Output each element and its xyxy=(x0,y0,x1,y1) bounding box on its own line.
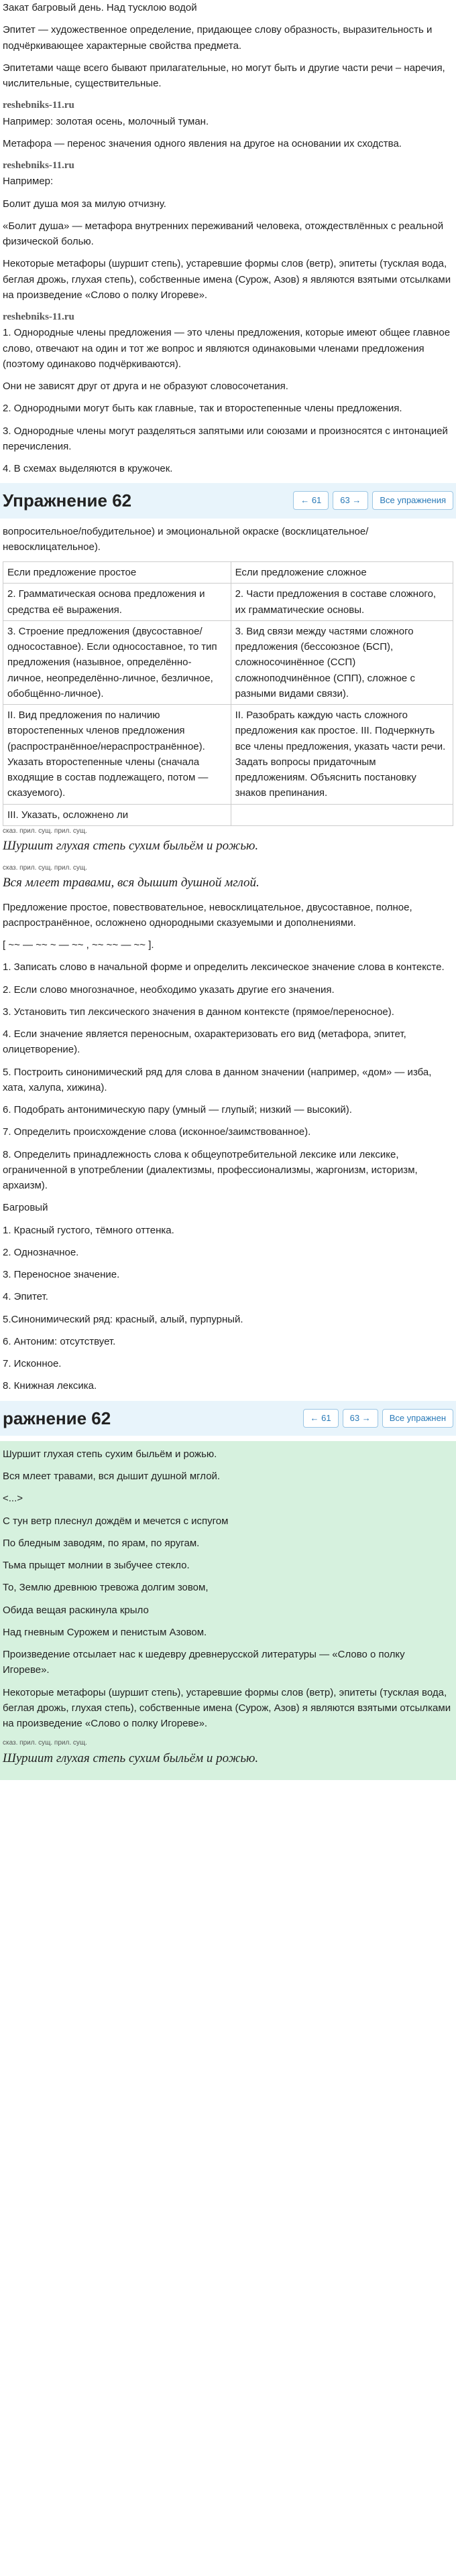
text-line: 8. Книжная лексика. xyxy=(3,1380,97,1392)
table-intro: вопросительное/побудительное) и эмоциональной окраске (восклицательное/невосклицательное). xyxy=(3,525,369,553)
exercise-nav-2 xyxy=(0,1401,456,1436)
poem-line: <...> xyxy=(3,1493,23,1505)
table-cell: 3. Строение предложения (двусоставное/односоставное). Если односоставное, то тип предложения (назывное, определённо-личное, неопределённо-личное, безличное, обобщённо-личное). xyxy=(3,620,231,704)
table-cell: 2. Грамматическая основа предложения и средства её выражения. xyxy=(3,584,231,621)
text-line: 2. Однородными могут быть как главные, так и второстепенные члены предложения. xyxy=(3,403,402,415)
sentence-parsed: Шуршит глухая степь сухим быльём и рожью. xyxy=(3,839,259,854)
text-line: Произведение отсылает нас к шедевру древнерусской литературы — «Слово о полку Игореве». xyxy=(3,1649,405,1676)
watermark: reshebniks-11.ru xyxy=(3,160,74,171)
exercise-title: Упражнение 62 xyxy=(3,490,132,511)
text-line: Болит душа моя за милую отчизну. xyxy=(3,198,166,210)
text-line: Эпитетами чаще всего бывают прилагательные, но могут быть и другие части речи – наречия, числительные, существительные. xyxy=(3,62,445,89)
text-line: 7. Определить происхождение слова (исконное/заимствованное). xyxy=(3,1126,311,1138)
text-line: 7. Исконное. xyxy=(3,1358,62,1370)
text-line: 1. Записать слово в начальной форме и определить лексическое значение слова в контексте. xyxy=(3,961,445,973)
text-line: Эпитет — художественное определение, придающее слову образность, выразительность и подчёркивающее характерные свойства предмета. xyxy=(3,24,433,52)
watermark: reshebniks-11.ru xyxy=(3,312,74,322)
text-line: 3. Однородные члены могут разделяться запятыми или союзами и произносятся с интонацией перечисления. xyxy=(3,425,448,452)
watermark: reshebniks-11.ru xyxy=(3,100,74,111)
text-line: Предложение простое, повествовательное, невосклицательное, двусоставное, полное, распространённое, осложнено однородными сказуемыми и дополнениями. xyxy=(3,901,412,929)
analysis-table xyxy=(3,561,453,826)
exercise-nav xyxy=(0,483,456,518)
table-cell: II. Вид предложения по наличию второстепенных членов предложения (распространённое/нераспространённое). Указать второстепенные члены (сначала входящие в состав подлежащего, потом — сказуемого). xyxy=(3,705,231,805)
sentence-parsed: Шуршит глухая степь сухим быльём и рожью. xyxy=(3,1751,259,1765)
poem-line: С тун ветр плеснул дождём и мечется с испугом xyxy=(3,1515,229,1527)
text-line: Например: золотая осень, молочный туман. xyxy=(3,115,209,127)
text-line: Закат багровый день. Над тусклою водой xyxy=(3,2,197,13)
table-cell: II. Разобрать каждую часть сложного предложения как простое. III. Подчеркнуть все члены предложения, указать части речи. Задать вопросы придаточным предложениям. Объяснить постановку знаков препинания. xyxy=(231,705,453,805)
text-line: 6. Подобрать антонимическую пару (умный — глупый; низкий — высокий). xyxy=(3,1104,352,1116)
text-line: Например: xyxy=(3,176,54,188)
text-line: 1. Красный густого, тёмного оттенка. xyxy=(3,1224,174,1236)
table-cell: 3. Вид связи между частями сложного предложения (бессоюзное (БСП), сложносочинённое (ССП) сложноподчинённое (СПП), сложное с разными видами связи). xyxy=(231,620,453,704)
text-line: 3. Переносное значение. xyxy=(3,1269,120,1281)
poem-line: Обида вещая раскинула крыло xyxy=(3,1604,149,1616)
text-line: 4. Эпитет. xyxy=(3,1291,48,1303)
prev-exercise-button[interactable]: ← 61 xyxy=(303,1409,339,1428)
text-line: 4. Если значение является переносным, охарактеризовать его вид (метафора, эпитет, олицетворение). xyxy=(3,1028,406,1056)
text-line: 3. Установить тип лексического значения в данном контексте (прямое/переносное). xyxy=(3,1006,394,1018)
text-line: Метафора — перенос значения одного явления на другое на основании их сходства. xyxy=(3,137,402,149)
next-label: 63 xyxy=(349,1412,360,1423)
table-cell: 2. Части предложения в составе сложного, их грамматические основы. xyxy=(231,584,453,621)
text-line: 4. В схемах выделяются в кружочек. xyxy=(3,463,173,474)
next-label: 63 xyxy=(340,495,350,506)
prev-exercise-button[interactable]: ← 61 xyxy=(293,491,329,510)
prev-label: 61 xyxy=(321,1412,331,1423)
poem-line: Тьма прыщет молнии в зыбучее стекло. xyxy=(3,1560,190,1572)
table-header: Если предложение простое xyxy=(3,562,231,584)
next-exercise-button[interactable]: 63 → xyxy=(343,1409,378,1428)
text-line: 2. Если слово многозначное, необходимо указать другие его значения. xyxy=(3,984,335,996)
poem-line: Шуршит глухая степь сухим быльём и рожью. xyxy=(3,1448,217,1460)
text-line: 6. Антоним: отсутствует. xyxy=(3,1335,116,1347)
text-line: Они не зависят друг от друга и не образуют словосочетания. xyxy=(3,381,288,392)
text-line: Некоторые метафоры (шуршит степь), устаревшие формы слов (ветр), эпитеты (тусклая вода, беглая дрожь, глухая степь), собственные имена (Сурож, Азов) я являются взятыми отсылками на произведение «Слово о полку Игореве». xyxy=(3,1686,451,1730)
poem-section xyxy=(0,1441,456,1780)
parse-labels: сказ. прил. сущ. прил. сущ. xyxy=(3,827,87,835)
parse-labels: сказ. прил. сущ. прил. сущ. xyxy=(3,864,87,872)
parse-labels: сказ. прил. сущ. прил. сущ. xyxy=(3,1739,87,1747)
all-exercises-button[interactable]: Все упражнен xyxy=(382,1409,453,1428)
poem-line: По бледным заводям, по ярам, по яругам. xyxy=(3,1537,200,1549)
text-line: Некоторые метафоры (шуршит степь), устаревшие формы слов (ветр), эпитеты (тусклая вода, беглая дрожь, глухая степь), собственные имена (Сурож, Азов) я являются взятыми отсылками на произведение «Слово о полку Игореве». xyxy=(3,258,451,301)
all-exercises-button[interactable]: Все упражнения xyxy=(372,491,453,510)
text-line: «Болит душа» — метафора внутренних переживаний человека, отождествлённых с реальной физической болью. xyxy=(3,220,444,247)
text-line: 8. Определить принадлежность слова к общеупотребительной лексике или лексике, ограниченной в употреблении (диалектизмы, профессионализмы, жаргонизм, историзм, архаизм). xyxy=(3,1148,418,1192)
prev-label: 61 xyxy=(311,495,322,506)
table-cell xyxy=(231,804,453,825)
top-section xyxy=(0,0,456,476)
exercise-title: ражнение 62 xyxy=(3,1408,111,1428)
next-exercise-button[interactable]: 63 → xyxy=(333,491,368,510)
table-header: Если предложение сложное xyxy=(231,562,453,584)
sentence-parsed: Вся млеет травами, вся дышит душной мглой. xyxy=(3,876,260,890)
table-section xyxy=(0,524,456,893)
text-line: 5.Синонимический ряд: красный, алый, пурпурный. xyxy=(3,1313,243,1325)
poem-line: Вся млеет травами, вся дышит душной мглой. xyxy=(3,1471,221,1483)
text-line: 5. Построить синонимический ряд для слова в данном значении (например, «дом» — изба, хата, халупа, хижина). xyxy=(3,1066,432,1093)
scheme: [ ~~ — ~~ ~ — ~~ , ~~ ~~ — ~~ ]. xyxy=(3,939,154,951)
poem-line: Над гневным Сурожем и пенистым Азовом. xyxy=(3,1626,207,1638)
poem-line: То, Землю древнюю тревожа долгим зовом, xyxy=(3,1582,209,1594)
text-line: Багровый xyxy=(3,1202,48,1214)
table-cell: III. Указать, осложнено ли xyxy=(3,804,231,825)
analysis-section xyxy=(0,900,456,1394)
text-line: 1. Однородные члены предложения — это члены предложения, которые имеют общее главное слово, отвечают на один и тот же вопрос и являются одинаковыми членами предложения (поэтому одинаково подчёркиваются). xyxy=(3,327,451,370)
text-line: 2. Однозначное. xyxy=(3,1246,79,1258)
